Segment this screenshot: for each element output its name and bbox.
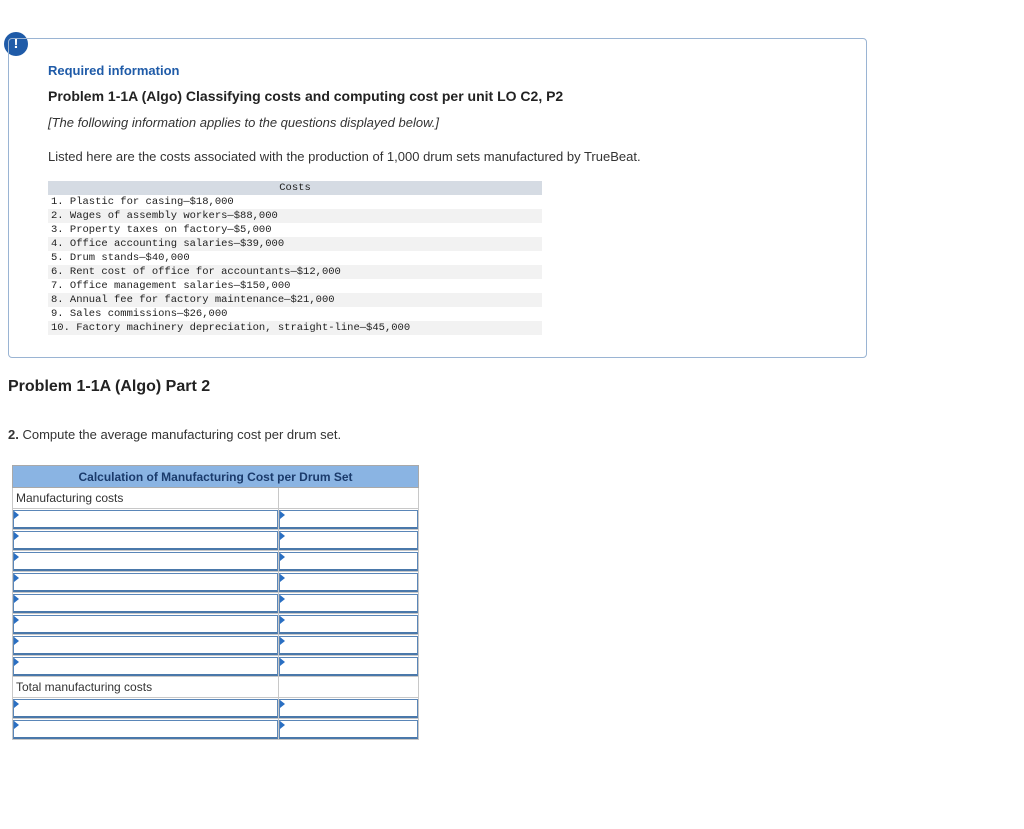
dropdown-flag-icon [14,595,19,603]
cost-item-select[interactable] [13,552,278,571]
cost-item-select[interactable] [13,636,278,655]
table-row [13,509,419,530]
cost-amount-input[interactable] [279,573,418,592]
calculation-table [12,465,419,740]
dropdown-flag-icon [14,637,19,645]
dropdown-flag-icon [14,532,19,540]
total-manufacturing-costs-label: Total manufacturing costs [13,677,279,698]
result-label-select[interactable] [13,720,278,739]
table-row [13,593,419,614]
required-information-label: Required information [48,63,180,78]
dropdown-flag-icon [14,616,19,624]
dropdown-flag-icon [280,574,285,582]
dropdown-flag-icon [280,658,285,666]
table-row [13,698,419,719]
dropdown-flag-icon [280,511,285,519]
cost-amount-input[interactable] [279,531,418,550]
costs-table [48,181,542,335]
costs-header: Costs [48,181,542,195]
cost-item-select[interactable] [13,510,278,529]
result-amount-input[interactable] [279,720,418,739]
cost-amount-input[interactable] [279,636,418,655]
table-row [13,572,419,593]
cost-item: 7. Office management salaries—$150,000 [51,280,291,292]
table-row [13,551,419,572]
question-number: 2. [8,427,19,442]
cost-item: 1. Plastic for casing—$18,000 [51,196,234,208]
cost-item: 3. Property taxes on factory—$5,000 [51,224,272,236]
info-note: [The following information applies to the questions displayed below.] [48,115,439,130]
divisor-amount-input[interactable] [279,699,418,718]
cost-item: 5. Drum stands—$40,000 [51,252,190,264]
alert-icon: ! [4,32,28,56]
total-manufacturing-costs-value [279,677,419,698]
dropdown-flag-icon [280,616,285,624]
problem-title: Problem 1-1A (Algo) Classifying costs and computing cost per unit LO C2, P2 [48,88,564,104]
cost-amount-input[interactable] [279,510,418,529]
dropdown-flag-icon [280,700,285,708]
divisor-label-select[interactable] [13,699,278,718]
dropdown-flag-icon [14,700,19,708]
cost-item: 8. Annual fee for factory maintenance—$21,000 [48,293,542,307]
cost-item-select[interactable] [13,594,278,613]
intro-text: Listed here are the costs associated with the production of 1,000 drum sets manufactured by TrueBeat. [48,149,641,164]
empty-cell [279,488,419,509]
dropdown-flag-icon [280,595,285,603]
dropdown-flag-icon [280,721,285,729]
dropdown-flag-icon [280,532,285,540]
dropdown-flag-icon [280,553,285,561]
calculation-table-header: Calculation of Manufacturing Cost per Drum Set [13,466,419,488]
table-row [13,635,419,656]
question-text: Compute the average manufacturing cost per drum set. [18,427,342,442]
cost-item-select[interactable] [13,531,278,550]
cost-item: 9. Sales commissions—$26,000 [51,308,228,320]
cost-item: 4. Office accounting salaries—$39,000 [48,237,542,251]
cost-amount-input[interactable] [279,657,418,676]
dropdown-flag-icon [14,553,19,561]
cost-item-select[interactable] [13,657,278,676]
manufacturing-costs-label: Manufacturing costs [13,488,279,509]
dropdown-flag-icon [14,574,19,582]
dropdown-flag-icon [14,721,19,729]
table-row [13,656,419,677]
part-title: Problem 1-1A (Algo) Part 2 [8,378,211,395]
cost-item-select[interactable] [13,573,278,592]
cost-item: 2. Wages of assembly workers—$88,000 [48,209,542,223]
table-row [13,530,419,551]
cost-amount-input[interactable] [279,615,418,634]
table-row [13,719,419,740]
cost-amount-input[interactable] [279,594,418,613]
question [8,427,341,442]
required-information-box [8,38,867,358]
cost-item-select[interactable] [13,615,278,634]
cost-item: 6. Rent cost of office for accountants—$12,000 [48,265,542,279]
dropdown-flag-icon [14,511,19,519]
table-row [13,614,419,635]
dropdown-flag-icon [280,637,285,645]
dropdown-flag-icon [14,658,19,666]
cost-item: 10. Factory machinery depreciation, straight-line—$45,000 [48,321,542,335]
cost-amount-input[interactable] [279,552,418,571]
